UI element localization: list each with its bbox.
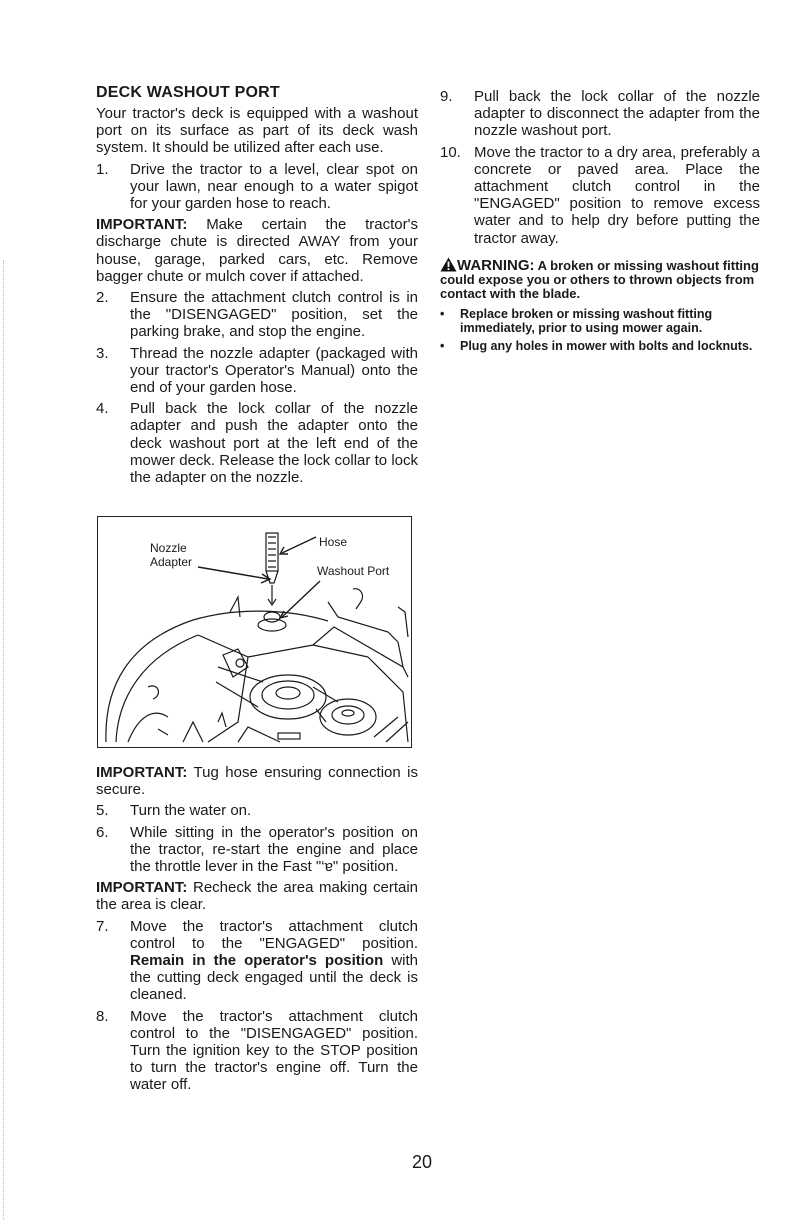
- step-6: [96, 824, 418, 876]
- important-label: IMPORTANT:: [96, 216, 188, 234]
- step-number: 4.: [96, 400, 109, 418]
- washout-port-diagram: [97, 516, 412, 748]
- hose-label: Hose: [319, 535, 348, 549]
- step-10: [440, 144, 760, 247]
- nozzle-label: Nozzle: [150, 541, 187, 555]
- section-heading: DECK WASHOUT PORT: [96, 84, 280, 101]
- step-text: Turn the water on.: [130, 802, 252, 820]
- important-label: IMPORTANT:: [96, 879, 188, 897]
- step-number: 3.: [96, 344, 109, 362]
- step-text-emphasis: Remain in the operator's position: [130, 952, 384, 970]
- bullet-text: Replace broken or missing washout fitting immediately, prior to using mower again.: [460, 307, 713, 336]
- important-note-2: [96, 764, 418, 798]
- step-4: [96, 400, 418, 486]
- step-text: Ensure the attachment clutch control is in the "DISENGAGED" position, set the parking brake, and stop the engine.: [130, 289, 418, 341]
- washout-port-label: Washout Port: [317, 564, 390, 578]
- warning-text: A broken or missing washout fitting could expose you or others to thrown objects from contact with the blade.: [440, 257, 759, 302]
- warning-bullet: [440, 307, 760, 335]
- important-text: Tug hose ensuring connection is secure.: [96, 764, 418, 799]
- important-text: Make certain the tractor's discharge chute is directed AWAY from your house, garage, parked cars, etc. Remove bagger chute or mulch cover if attached.: [96, 216, 418, 285]
- warning-notice: [440, 257, 760, 302]
- step-7: [96, 918, 418, 1004]
- step-text: Pull back the lock collar of the nozzle adapter and push the adapter onto the deck washout port at the left end of the mower deck. Release the lock collar to lock the adapter on the nozzle.: [130, 400, 418, 487]
- step-2: [96, 289, 418, 341]
- scan-edge: [3, 260, 5, 1220]
- step-text: Drive the tractor to a level, clear spot on your lawn, near enough to a water spigot for your garden hose to reach.: [130, 160, 418, 213]
- step-text-part-b: with the cutting deck engaged until the deck is cleaned.: [130, 952, 418, 1004]
- step-number: 1.: [96, 160, 109, 178]
- step-text: Pull back the lock collar of the nozzle adapter to disconnect the adapter from the nozzle washout port.: [474, 88, 760, 140]
- warning-label: WARNING:: [457, 256, 535, 274]
- step-number: 2.: [96, 289, 109, 307]
- step-number: 6.: [96, 823, 109, 841]
- bullet-dot: •: [440, 307, 445, 322]
- step-text: Thread the nozzle adapter (packaged with your tractor's Operator's Manual) onto the end of your garden hose.: [130, 344, 418, 397]
- bullet-text: Plug any holes in mower with bolts and locknuts.: [460, 339, 753, 354]
- important-note-3: [96, 879, 418, 913]
- step-number: 8.: [96, 1007, 109, 1025]
- important-note-1: [96, 216, 418, 285]
- step-9: [440, 88, 760, 140]
- lower-left-section: [96, 764, 418, 1094]
- adapter-label: Adapter: [150, 555, 193, 569]
- bullet-dot: •: [440, 339, 445, 354]
- step-5: [96, 802, 418, 819]
- step-number: 5.: [96, 802, 109, 820]
- step-3: [96, 345, 418, 397]
- step-text: While sitting in the operator's position on the tractor, re-start the engine and place the throttle lever in the Fast "‘ɐ" position.: [130, 823, 418, 876]
- step-text: [130, 918, 418, 1004]
- step-1: [96, 161, 418, 213]
- warning-bullet: [440, 339, 760, 353]
- step-text: Move the tractor to a dry area, preferably a concrete or paved area. Place the attachment clutch control in the "ENGAGED" position to remove excess water and to help dry before putting the tractor away.: [474, 143, 760, 247]
- step-text-part-a: Move the tractor's attachment clutch control to the "ENGAGED" position.: [130, 917, 418, 952]
- left-column: [96, 84, 418, 486]
- step-8: [96, 1008, 418, 1094]
- important-label: IMPORTANT:: [96, 764, 188, 781]
- step-text: Move the tractor's attachment clutch control to the "DISENGAGED" position. Turn the ignition key to the STOP position to turn the tractor's engine off. Turn the water off.: [130, 1007, 418, 1094]
- step-number: 7.: [96, 917, 109, 935]
- step-number: 10.: [440, 143, 461, 161]
- warning-triangle-icon: [440, 257, 457, 272]
- step-number: 9.: [440, 88, 453, 105]
- page-number: 20: [412, 1152, 433, 1172]
- right-column: [440, 84, 760, 357]
- deck-illustration: [98, 517, 410, 746]
- important-text: Recheck the area making certain the area is clear.: [96, 879, 419, 914]
- intro-paragraph: Your tractor's deck is equipped with a washout port on its surface as part of its deck wash system. It should be utilized after each use.: [96, 105, 418, 157]
